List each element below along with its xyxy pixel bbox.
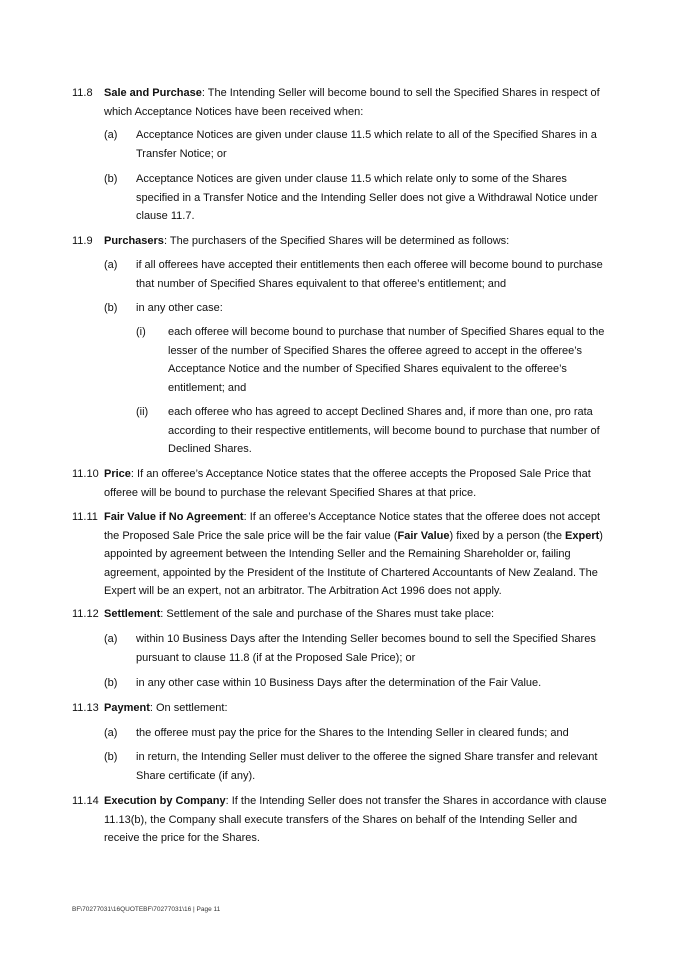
clause-11-12-b [104,674,610,693]
clause-heading: Purchasers [104,235,164,247]
clause-text: : The purchasers of the Specified Shares will be determined as follows: [163,235,510,247]
clause-heading: Settlement [104,608,161,620]
clause-text: : If an offeree’s Acceptance Notice states that the offeree does not accept the Proposed Sale Price the sale price will be the fair value ( [104,511,601,542]
clause-11-10 [72,465,612,502]
clause-heading: Sale and Purchase [104,87,202,99]
sub-text: Acceptance Notices are given under clause 11.5 which relate only to some of the Shares specified in a Transfer Notice and the Intending Seller does not give a Withdrawal Notice under clause 11.7. [136,173,598,222]
clause-11-9 [72,232,612,251]
clause-11-13-b [104,748,610,785]
clause-number: 11.10 [72,468,99,480]
clause-11-14 [72,792,612,848]
sub-label: (a) [104,633,118,645]
clause-text: ) fixed by a person (the [449,529,566,542]
sub-label: (a) [104,727,118,739]
clause-heading: Price [104,468,131,480]
clause-11-8 [72,84,612,121]
clause-11-9-a [104,256,610,293]
clause-text: ) appointed by agreement between the Intending Seller and the Remaining Shareholder or, failing agreement, appointed by the President of the Institute of Chartered Accountants of New Zealand. The Expert will be an expert, not an arbitrator. The Arbitration Act 1996 does not apply. [104,529,603,597]
sub-label: (a) [104,129,118,141]
defined-term: Fair Value [397,529,450,542]
clause-11-8-a [104,126,610,163]
clause-number: 11.11 [72,511,98,523]
clause-text: : The Intending Seller will become bound to sell the Specified Shares in respect of which Acceptance Notices have been received when: [104,87,600,118]
clause-text: : If the Intending Seller does not transfer the Shares in accordance with clause 11.13(b), the Company shall execute transfers of the Shares on behalf of the Intending Seller and receive the price for the Shares. [104,795,607,844]
clause-11-13 [72,699,612,718]
clause-number: 11.12 [72,608,99,620]
sub-label: (b) [104,173,118,185]
sub-text: in any other case: [136,302,223,314]
clause-text: : On settlement: [149,702,228,714]
defined-term: Expert [565,529,600,542]
clause-11-12 [72,605,612,624]
sub-text: within 10 Business Days after the Intending Seller becomes bound to sell the Specified Shares pursuant to clause 11.8 (if at the Proposed Sale Price); or [136,633,596,664]
sub-text: in return, the Intending Seller must deliver to the offeree the signed Share transfer and relevant Share certificate (if any). [136,751,598,782]
clause-11-8-b [104,170,610,226]
clause-number: 11.13 [72,702,99,714]
clause-heading: Fair Value if No Agreement [104,511,244,523]
clause-number: 11.14 [72,795,99,807]
sub-label: (b) [104,751,118,763]
page-footer: BF\70277031\16QUOTEBF\70277031\16 | Page 11 [72,906,221,913]
sub-label: (b) [104,677,118,689]
clause-11-13-a [104,724,610,743]
sub-text: Acceptance Notices are given under clause 11.5 which relate to all of the Specified Shares in a Transfer Notice; or [136,129,597,160]
sub-label: (a) [104,259,118,271]
clause-11-12-a [104,630,610,667]
clause-11-9-b [104,299,610,318]
clause-heading: Payment [104,702,150,714]
sub-label: (ii) [136,406,149,418]
clause-11-11 [72,508,612,601]
clause-heading: Execution by Company [104,795,226,807]
sub-text: the offeree must pay the price for the Shares to the Intending Seller in cleared funds; and [136,727,569,739]
sub-text: each offeree who has agreed to accept Declined Shares and, if more than one, pro rata according to their respective entitlements, will become bound to purchase that number of Declined Shares. [168,406,600,455]
clause-11-9-b-ii [136,403,610,459]
clause-text: : Settlement of the sale and purchase of the Shares must take place: [160,608,495,620]
sub-text: if all offerees have accepted their entitlements then each offeree will become bound to purchase that number of Specified Shares equivalent to that offeree’s entitlement; and [136,259,603,290]
sub-label: (i) [136,326,146,338]
sub-text: each offeree will become bound to purchase that number of Specified Shares equal to the lesser of the number of Specified Shares the offeree agreed to accept in the offeree’s Acceptance Notice and the number of Specified Shares equivalent to the offeree’s entitlement; and [168,326,605,394]
clause-number: 11.9 [72,235,93,247]
sub-text: in any other case within 10 Business Days after the determination of the Fair Value. [136,677,542,689]
sub-label: (b) [104,302,118,314]
clause-11-9-b-i [136,323,610,397]
clause-number: 11.8 [72,87,93,99]
clause-text: : If an offeree’s Acceptance Notice states that the offeree accepts the Proposed Sale Price that offeree will be bound to purchase the relevant Specified Shares at that price. [104,468,591,499]
